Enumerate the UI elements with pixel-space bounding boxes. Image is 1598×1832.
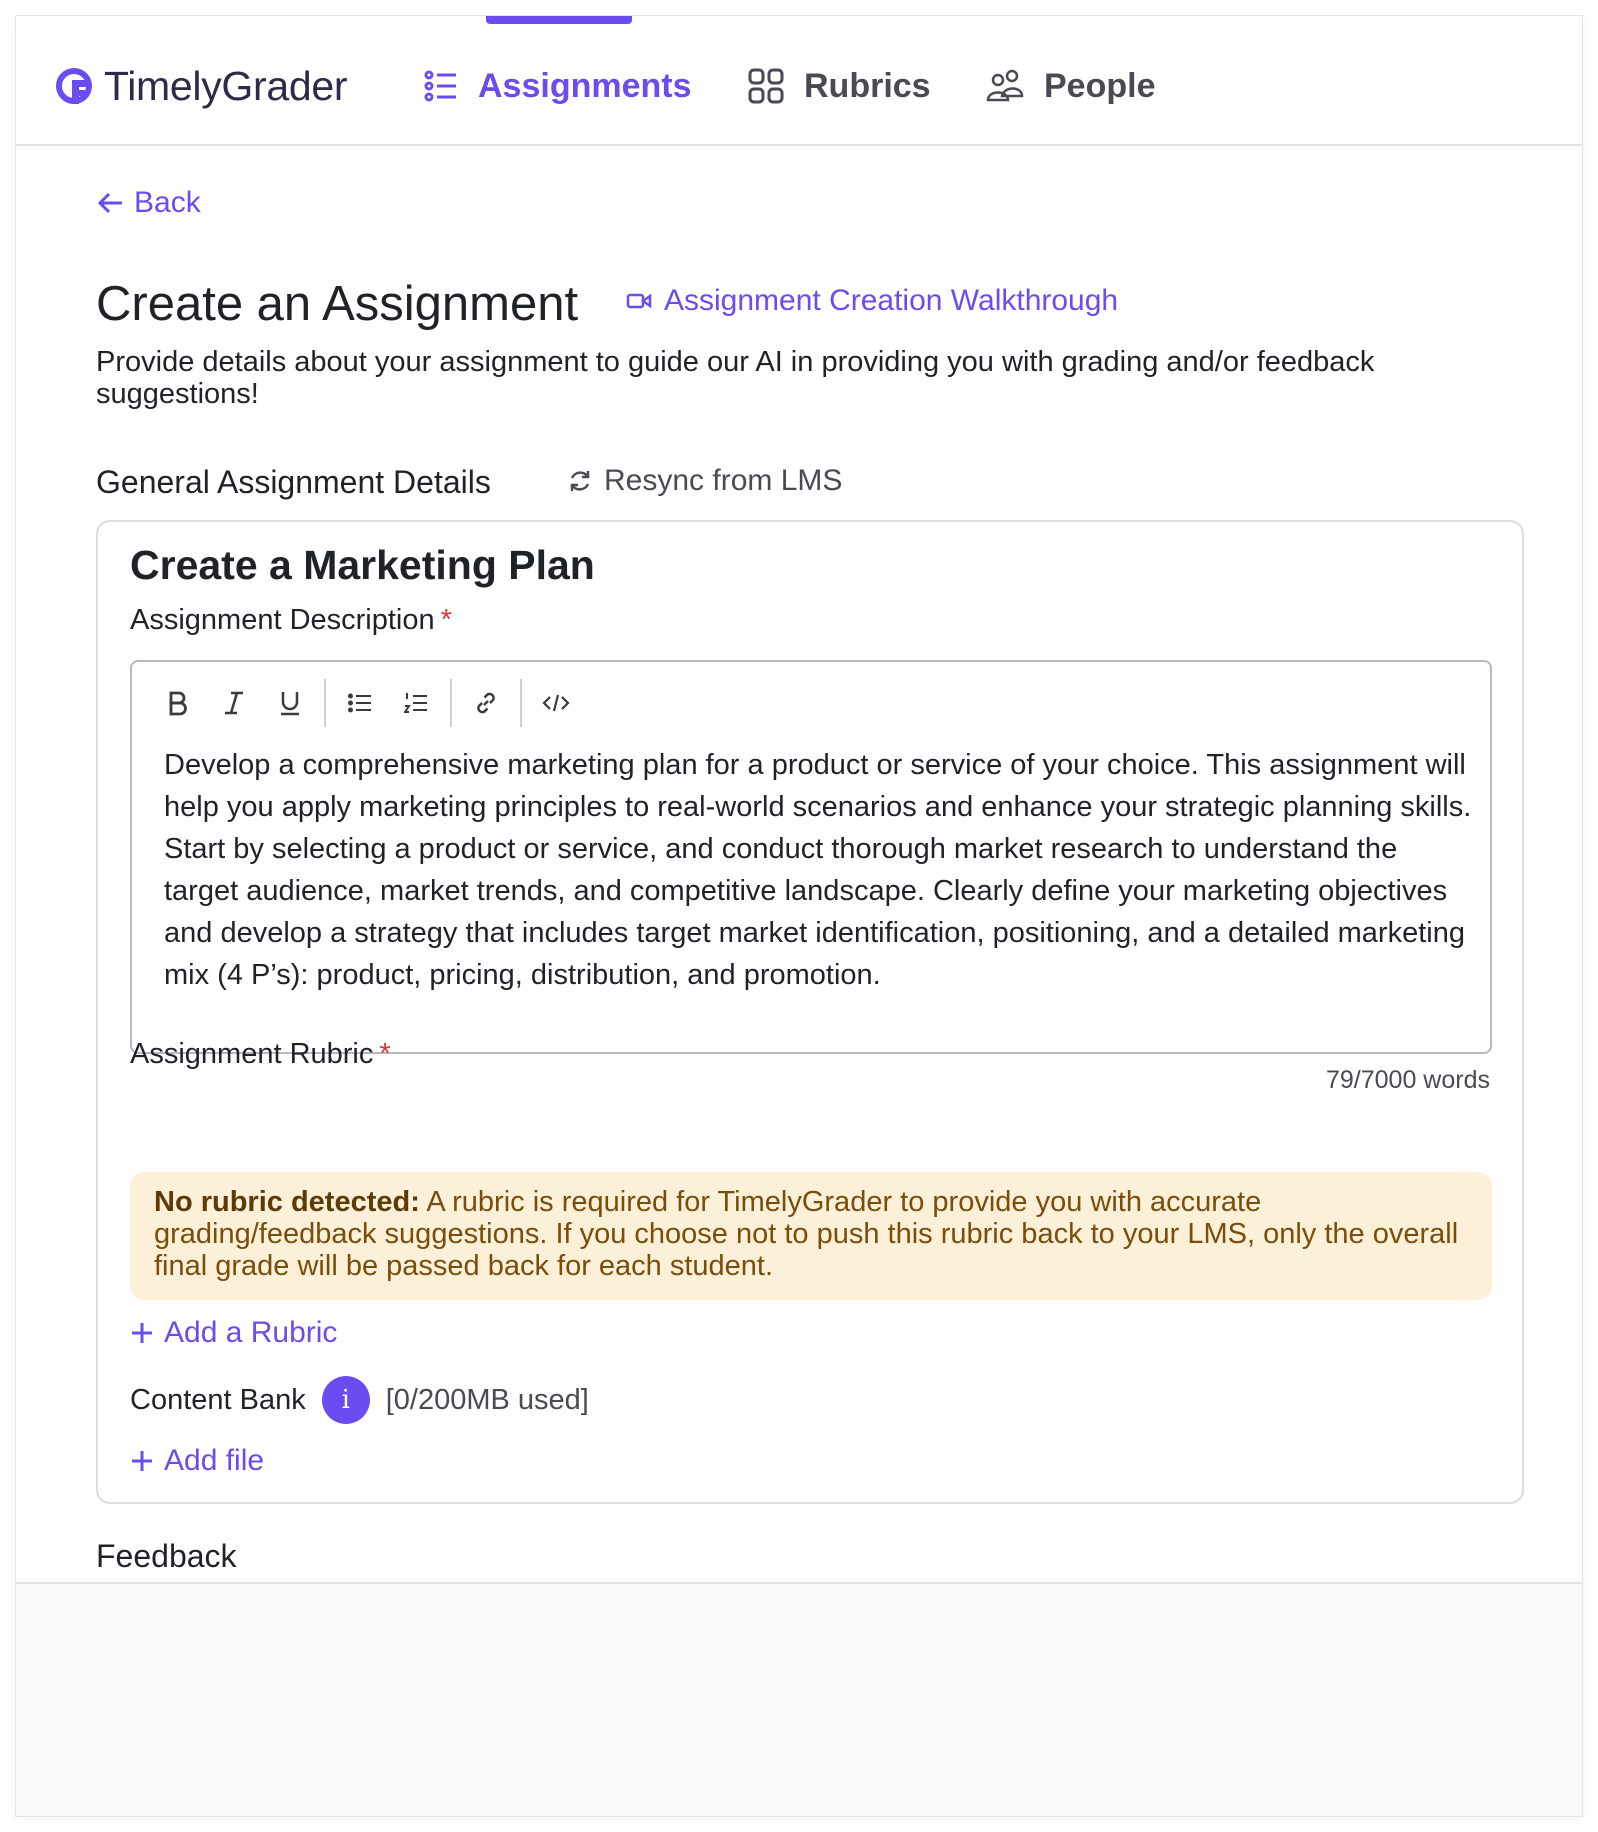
feedback-heading: Feedback <box>96 1538 237 1574</box>
code-icon <box>542 692 570 714</box>
nav-tab-people[interactable] <box>986 56 1155 116</box>
back-label: Back <box>134 186 201 219</box>
description-label <box>130 604 452 637</box>
add-file-button[interactable] <box>130 1444 264 1478</box>
numbered-list-icon <box>404 692 428 714</box>
numbered-list-button[interactable] <box>388 679 444 727</box>
resync-label: Resync from LMS <box>604 464 843 497</box>
brand-name: TimelyGrader <box>104 62 348 109</box>
bullet-list-icon <box>348 693 372 713</box>
page-title: Create an Assignment <box>96 277 579 331</box>
nav-tab-label: People <box>1044 66 1156 105</box>
people-icon <box>986 68 1024 104</box>
nav-tab-assignments[interactable] <box>424 56 692 116</box>
top-navigation <box>16 16 1582 146</box>
list-icon <box>424 69 458 103</box>
walkthrough-label: Assignment Creation Walkthrough <box>664 284 1119 317</box>
general-details-card <box>96 520 1524 1504</box>
bullet-list-button[interactable] <box>332 679 388 727</box>
general-details-heading: General Assignment Details <box>96 464 491 500</box>
video-icon <box>626 291 652 311</box>
add-file-label: Add file <box>164 1444 265 1477</box>
italic-icon <box>223 690 245 716</box>
plus-icon <box>130 1321 154 1345</box>
underline-icon <box>279 690 301 716</box>
content-bank-usage: [0/200MB used] <box>385 1383 589 1416</box>
underline-button[interactable] <box>262 679 318 727</box>
code-button[interactable] <box>528 679 584 727</box>
bold-button[interactable] <box>150 679 206 727</box>
refresh-icon <box>568 469 592 493</box>
bottom-action-bar <box>16 1582 1582 1816</box>
description-text[interactable]: Develop a comprehensive marketing plan for a product or service of your choice. This assignment will help you apply marketing principles to real-world scenarios and enhance your strategic planning skills. Start by selecting a product or service, and conduct thorough market research to understand the target audience, market trends, and competitive landscape. Clearly define your marketing objectives and develop a strategy that includes target market identification, positioning, and a detailed marketing mix (4 P’s): product, pricing, distribution, and promotion. <box>164 749 1472 991</box>
timelygrader-logo-icon <box>54 66 94 106</box>
grid-icon <box>748 68 784 104</box>
add-rubric-button[interactable] <box>130 1316 337 1350</box>
content-bank-label: Content Bank <box>130 1383 306 1416</box>
toolbar-divider <box>450 679 452 727</box>
warning-title: No rubric detected: <box>154 1186 420 1218</box>
editor-toolbar <box>150 672 584 734</box>
bold-icon <box>167 690 189 716</box>
walkthrough-link[interactable] <box>626 284 1118 318</box>
active-tab-indicator <box>486 16 632 24</box>
back-link[interactable] <box>96 186 201 220</box>
rubric-label-text: Assignment Rubric <box>130 1038 374 1070</box>
rubric-label <box>130 1038 391 1071</box>
warning-text: A rubric is required for TimelyGrader to provide you with accurate grading/feedback suggestions. If you choose not to push this rubric back to your LMS, only the overall final grade will be passed back for each student. <box>154 1186 1459 1282</box>
info-icon[interactable]: i <box>322 1376 370 1424</box>
assignment-title: Create a Marketing Plan <box>130 542 595 588</box>
italic-button[interactable] <box>206 679 262 727</box>
required-asterisk: * <box>440 604 452 636</box>
content-bank-row <box>130 1376 589 1424</box>
toolbar-divider <box>324 679 326 727</box>
word-count: 79/7000 words <box>1325 1066 1490 1094</box>
nav-tab-rubrics[interactable] <box>748 56 931 116</box>
nav-tab-label: Rubrics <box>804 66 931 105</box>
resync-button[interactable] <box>568 464 842 498</box>
brand-logo[interactable] <box>54 56 347 116</box>
link-button[interactable] <box>458 679 514 727</box>
add-rubric-label: Add a Rubric <box>164 1316 338 1349</box>
toolbar-divider <box>520 679 522 727</box>
required-asterisk: * <box>379 1038 391 1070</box>
arrow-left-icon <box>96 191 124 215</box>
app-window <box>16 16 1582 1816</box>
intro-text: Provide details about your assignment to guide our AI in providing you with grading and/or feedback suggestions! <box>96 346 1375 410</box>
description-label-text: Assignment Description <box>130 604 435 636</box>
nav-tab-label: Assignments <box>478 66 692 105</box>
no-rubric-warning <box>130 1172 1492 1300</box>
plus-icon <box>130 1449 154 1473</box>
link-icon <box>473 690 499 716</box>
description-editor[interactable] <box>130 660 1492 1054</box>
